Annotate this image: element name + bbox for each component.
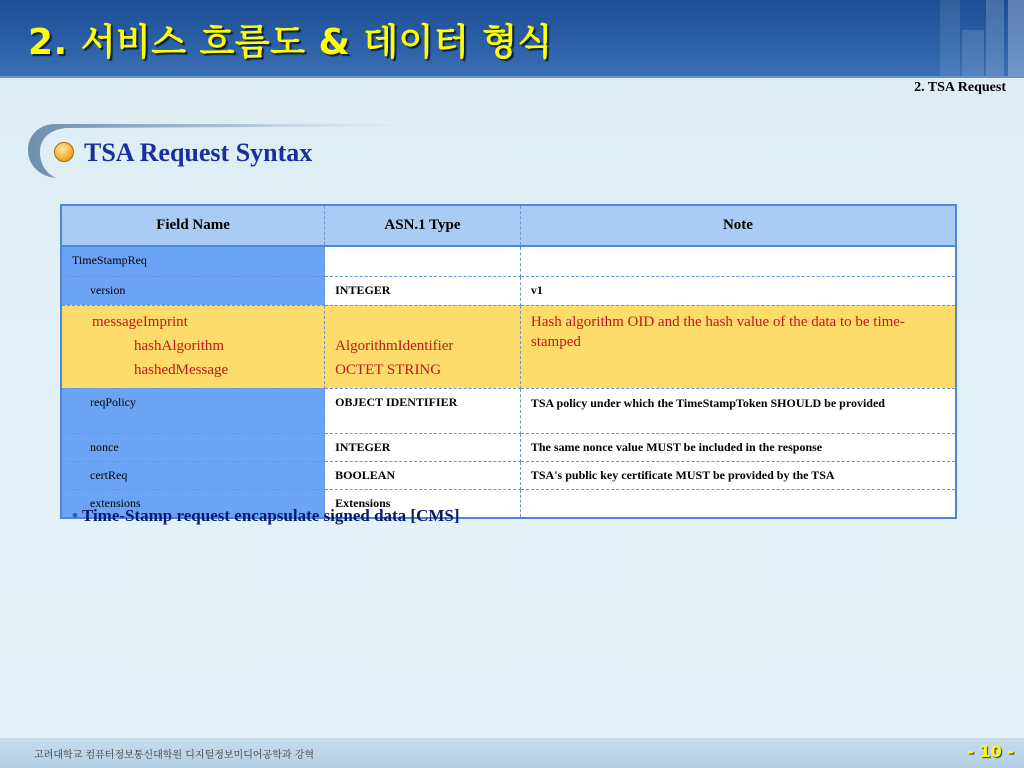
asn1-type-cell: BOOLEAN: [325, 461, 521, 489]
bullet-marker: •: [72, 506, 78, 525]
section-bullet-icon: [54, 142, 74, 162]
note-cell: [520, 246, 956, 276]
table-row-highlighted: [61, 305, 956, 388]
note-text: Hash algorithm OID and the hash value of the data to be time-stamped: [530, 313, 905, 350]
table-row: [61, 276, 956, 305]
note-cell: TSA's public key certificate MUST be provided by the TSA: [520, 461, 956, 489]
column-header-field-name: Field Name: [61, 205, 325, 246]
subfield-name-text: hashedMessage: [134, 361, 229, 378]
field-name-cell: reqPolicy: [61, 388, 325, 433]
field-name-text: messageImprint: [92, 313, 188, 330]
asn1-type-text: OCTET STRING: [335, 361, 442, 378]
table-header-row: [61, 205, 956, 246]
slide-subheader: 2. TSA Request: [914, 80, 1006, 95]
note-cell: TSA policy under which the TimeStampToken SHOULD be provided: [520, 388, 956, 433]
slide-title: 2. 서비스 흐름도 & 데이터 형식: [28, 22, 553, 63]
note-cell: The same nonce value MUST be included in the response: [520, 433, 956, 461]
column-header-asn1-type: ASN.1 Type: [325, 205, 521, 246]
field-name-cell: extensions: [61, 489, 325, 518]
field-name-cell: certReq: [61, 461, 325, 489]
bullet-note: [72, 506, 460, 526]
tsa-request-table: [60, 204, 957, 519]
note-cell: [520, 489, 956, 518]
note-cell: v1: [520, 276, 956, 305]
table-row: [61, 388, 956, 433]
asn1-type-cell: INTEGER: [325, 276, 521, 305]
slide-header: [0, 0, 1024, 76]
field-name-cell: [61, 305, 325, 388]
asn1-type-cell: OBJECT IDENTIFIER: [325, 388, 521, 433]
page-number: - 10 -: [967, 742, 1014, 761]
column-header-note: Note: [520, 205, 956, 246]
bullet-text: Time-Stamp request encapsulate signed data [CMS]: [81, 506, 460, 525]
spacer: [335, 310, 510, 334]
asn1-type-cell: INTEGER: [325, 433, 521, 461]
asn1-type-cell: [325, 305, 521, 388]
field-name-cell: nonce: [61, 433, 325, 461]
header-divider: [0, 76, 1024, 78]
field-name-cell: version: [61, 276, 325, 305]
asn1-type-cell: Extensions: [325, 489, 521, 518]
field-name-cell: TimeStampReq: [61, 246, 325, 276]
section-title: TSA Request Syntax: [84, 138, 313, 167]
table-row: [61, 246, 956, 276]
table-row: [61, 461, 956, 489]
asn1-type-cell: [325, 246, 521, 276]
asn1-type-text: AlgorithmIdentifier: [335, 337, 454, 354]
note-cell: [520, 305, 956, 388]
footer-text: 고려대학교 컴퓨터정보통신대학원 디지털정보미디어공학과 강혁: [34, 750, 315, 761]
table-row: [61, 433, 956, 461]
subfield-name-text: hashAlgorithm: [134, 337, 224, 354]
